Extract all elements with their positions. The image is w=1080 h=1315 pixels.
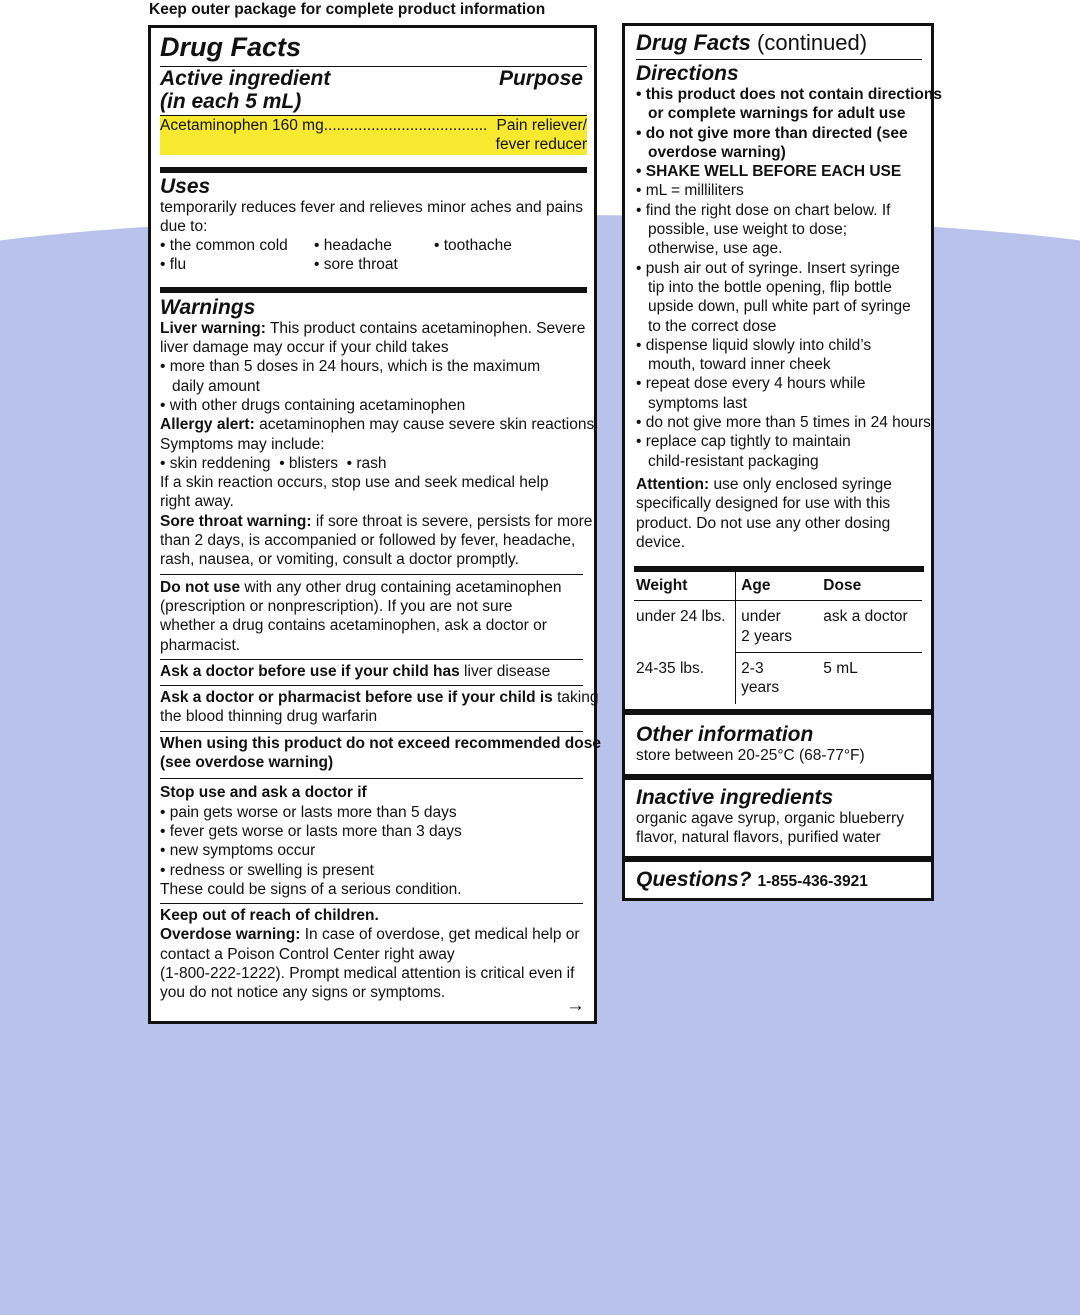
table-header-row (634, 572, 922, 601)
inactive-line: organic agave syrup, organic blueberry (636, 810, 904, 827)
drug-facts-panel (148, 25, 601, 1024)
list-item: • headache (314, 236, 434, 255)
other-information-title: Other information (636, 723, 814, 746)
drug-facts-continued-panel (622, 23, 942, 712)
cell-weight: under 24 lbs. (636, 608, 726, 626)
list-item-cont: or complete warnings for adult use (648, 105, 906, 123)
ask-doctor-text: liver disease (459, 662, 551, 680)
uses-line-2: due to: (160, 217, 208, 235)
attention-label: Attention: (636, 475, 710, 493)
do-not-use-line: pharmacist. (160, 636, 241, 654)
list-item-cont: daily amount (172, 377, 260, 395)
overdose-text: In case of overdose, get medical help or (300, 926, 580, 944)
list-item: • replace cap tightly to maintain (636, 432, 922, 451)
sore-throat-line: rash, nausea, or vomiting, consult a doctor promptly. (160, 551, 519, 569)
list-item: • with other drugs containing acetaminophen (160, 396, 587, 415)
list-item: • sore throat (314, 255, 434, 274)
liver-warning-label: Liver warning: (160, 319, 266, 337)
list-item: • repeat dose every 4 hours while (636, 374, 922, 393)
directions-list (636, 85, 942, 471)
list-item: • dispense liquid slowly into child’s (636, 336, 922, 355)
attention-line: specifically designed for use with this (636, 495, 891, 513)
overdose-line: contact a Poison Control Center right away (160, 945, 455, 963)
uses-title: Uses (160, 174, 211, 198)
list-item-cont: to the correct dose (648, 317, 777, 335)
attention-line: device. (636, 533, 686, 551)
list-item: • mL = milliliters (636, 181, 922, 200)
sore-throat-text: if sore throat is severe, persists for more (311, 512, 593, 530)
sore-throat-label: Sore throat warning: (160, 512, 312, 530)
phone-number: 1-855-436-3921 (757, 873, 868, 890)
list-item: • push air out of syringe. Insert syringe (636, 259, 922, 278)
list-item: • do not give more than directed (see (636, 124, 922, 143)
do-not-use-text: with any other drug containing acetaminophen (240, 578, 562, 596)
inactive-ingredients-panel (622, 777, 934, 859)
do-not-use-line: whether a drug contains acetaminophen, ask a doctor or (160, 617, 547, 635)
list-item: • redness or swelling is present (160, 861, 587, 880)
list-item-cont: otherwise, use age. (648, 240, 783, 258)
ask-pharmacist-text: taking (552, 689, 599, 707)
active-ingredient-title: Active ingredient (160, 67, 331, 90)
header-weight: Weight (634, 572, 736, 601)
do-not-use-line: (prescription or nonprescription). If you are not sure (160, 597, 513, 615)
liver-warning-line: liver damage may occur if your child takes (160, 339, 449, 357)
list-item-cont: tip into the bottle opening, flip bottle (648, 278, 892, 296)
table-row (634, 601, 922, 653)
list-item: • SHAKE WELL BEFORE EACH USE (636, 162, 922, 181)
active-ingredient-row (160, 116, 587, 155)
allergy-line: Symptoms may include: (160, 435, 325, 453)
list-item: • fever gets worse or lasts more than 3 days (160, 822, 587, 841)
ask-pharmacist-line: the blood thinning drug warfarin (160, 708, 378, 726)
active-ingredient-sub: (in each 5 mL) (160, 90, 302, 113)
other-information-text: store between 20-25°C (68-77°F) (636, 747, 865, 764)
when-using-line: (see overdose warning) (160, 754, 334, 772)
list-item-cont: symptoms last (648, 394, 748, 412)
list-item: • pain gets worse or lasts more than 5 days (160, 803, 587, 822)
stop-use-title: Stop use and ask a doctor if (160, 784, 367, 802)
when-using-line: When using this product do not exceed recommended dose (160, 734, 601, 752)
list-item: • find the right dose on chart below. If (636, 201, 922, 220)
drug-facts-continued-title: Drug Facts (continued) (636, 30, 868, 55)
other-information-panel (622, 712, 934, 777)
cell-age: under 2 years (736, 601, 816, 653)
directions-title: Directions (636, 62, 739, 85)
allergy-line: right away. (160, 493, 234, 511)
ask-doctor-label: Ask a doctor before use if your child has (160, 662, 460, 680)
header-age: Age (736, 572, 816, 601)
active-ingredient-line: Acetaminophen 160 mg...................................... (160, 117, 488, 134)
list-item: • flu (160, 255, 314, 274)
cell-dose: 5 mL (823, 660, 858, 678)
allergy-list (160, 454, 587, 473)
do-not-use-label: Do not use (160, 578, 241, 596)
allergy-alert-text: acetaminophen may cause severe skin reactions. (254, 416, 599, 434)
liver-warning-text: This product contains acetaminophen. Severe (265, 319, 586, 337)
overdose-line: you do not notice any signs or symptoms. (160, 984, 446, 1002)
list-item: • rash (347, 455, 387, 472)
sore-throat-line: than 2 days, is accompanied or followed by fever, headache, (160, 532, 576, 550)
questions-panel (622, 859, 934, 901)
list-item: • the common cold (160, 236, 314, 255)
uses-line-1: temporarily reduces fever and relieves minor aches and pains (160, 198, 584, 216)
drug-facts-title: Drug Facts (160, 32, 302, 62)
stop-use-line: These could be signs of a serious condition. (160, 880, 462, 898)
list-item-cont: possible, use weight to dose; (648, 221, 848, 239)
attention-text: use only enclosed syringe (709, 475, 892, 493)
inactive-line: flavor, natural flavors, purified water (636, 829, 881, 847)
attention-line: product. Do not use any other dosing (636, 514, 891, 532)
purpose-line-2: fever reducer (495, 136, 587, 154)
list-item: • do not give more than 5 times in 24 hours (636, 413, 922, 432)
list-item-cont: upside down, pull white part of syringe (648, 298, 911, 316)
cell-dose: ask a doctor (815, 601, 922, 653)
arrow-right-icon: → (566, 995, 585, 1016)
list-item: • more than 5 doses in 24 hours, which is the maximum (160, 357, 587, 376)
cell-age: 2-3 years (736, 653, 816, 704)
list-item: • skin reddening (160, 455, 271, 472)
allergy-alert-label: Allergy alert: (160, 416, 255, 434)
list-item-cont: mouth, toward inner cheek (648, 356, 831, 374)
purpose-line-1: Pain reliever/ (496, 117, 587, 134)
list-item-cont: overdose warning) (648, 143, 786, 161)
purpose-title: Purpose (498, 67, 583, 90)
warnings-title: Warnings (160, 295, 256, 319)
cell-weight: 24-35 lbs. (636, 659, 705, 677)
dose-table (634, 572, 922, 703)
table-row (634, 653, 922, 704)
top-note: Keep outer package for complete product information (149, 1, 546, 18)
active-ingredient-header (160, 67, 587, 113)
header-dose: Dose (815, 572, 922, 601)
overdose-label: Overdose warning: (160, 926, 301, 944)
questions-label: Questions? (636, 868, 752, 891)
keep-out-title: Keep out of reach of children. (160, 907, 379, 925)
list-item: • new symptoms occur (160, 841, 587, 860)
list-item: • toothache (434, 236, 584, 255)
overdose-line: (1-800-222-1222). Prompt medical attention is critical even if (160, 964, 575, 982)
inactive-ingredients-title: Inactive ingredients (636, 786, 834, 809)
uses-list (160, 236, 587, 275)
list-item: • blisters (279, 455, 338, 472)
allergy-line: If a skin reaction occurs, stop use and seek medical help (160, 474, 549, 492)
list-item-cont: child-resistant packaging (648, 452, 819, 470)
list-item: • this product does not contain directions (636, 85, 922, 104)
ask-pharmacist-label: Ask a doctor or pharmacist before use if your child is (160, 689, 553, 707)
